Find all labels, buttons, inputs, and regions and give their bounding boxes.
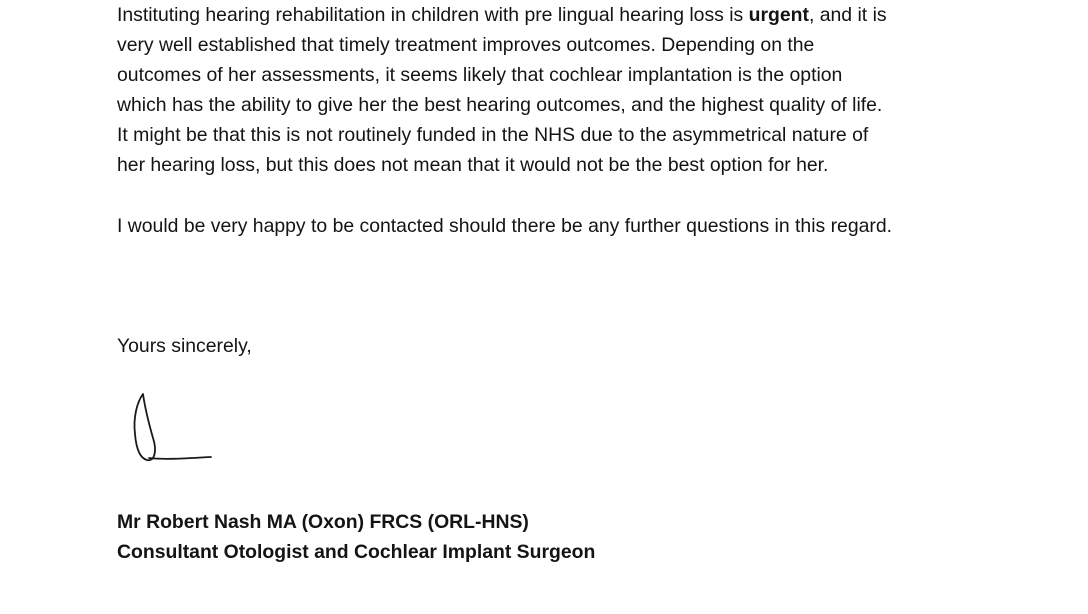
paragraph-line: very well established that timely treatment improves outcomes. Depending on the — [117, 34, 815, 56]
signatory-name: Mr Robert Nash MA (Oxon) FRCS (ORL-HNS) — [117, 511, 529, 533]
emphasis-urgent: urgent — [748, 4, 809, 26]
paragraph-line: It might be that this is not routinely funded in the NHS due to the asymmetrical nature of — [117, 124, 869, 146]
closing-salutation: Yours sincerely, — [117, 335, 252, 357]
handwritten-signature-icon — [127, 388, 227, 468]
text-run: Instituting hearing rehabilitation in children with pre lingual hearing loss is — [117, 4, 749, 26]
paragraph-line — [117, 0, 997, 30]
signatory-title: Consultant Otologist and Cochlear Implant Surgeon — [117, 541, 596, 563]
text-run: , and it is — [808, 4, 887, 26]
paragraph-line: which has the ability to give her the best hearing outcomes, and the highest quality of life. — [117, 94, 883, 116]
paragraph-contact: I would be very happy to be contacted should there be any further questions in this regard. — [117, 215, 893, 237]
paragraph-line: her hearing loss, but this does not mean that it would not be the best option for her. — [117, 154, 829, 176]
paragraph-rehabilitation — [117, 0, 997, 180]
paragraph-line: outcomes of her assessments, it seems likely that cochlear implantation is the option — [117, 64, 843, 86]
